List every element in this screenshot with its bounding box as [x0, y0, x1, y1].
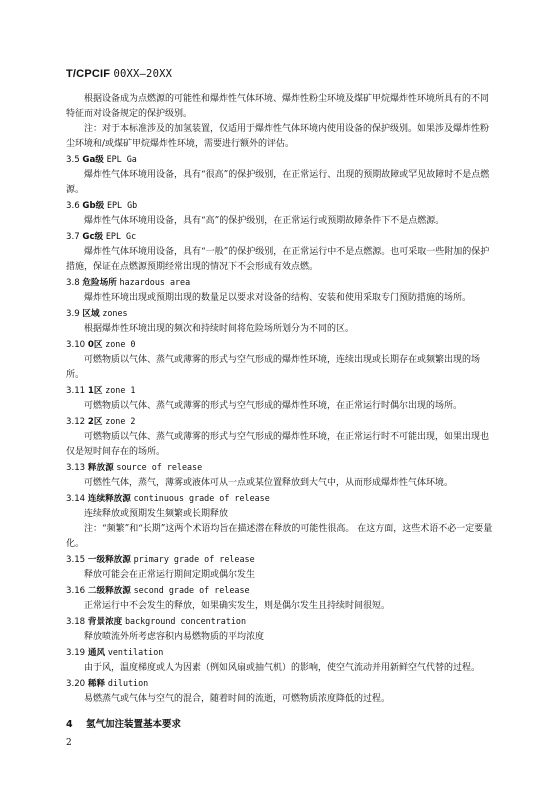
term-definition: 释放喷流外所考虑容积内易燃物质的平均浓度: [84, 632, 265, 642]
term-heading: [66, 614, 496, 630]
section-heading: [66, 717, 496, 732]
term-chinese: Gb级: [82, 201, 105, 211]
term-english: source of release: [116, 462, 203, 472]
term-definition: 爆炸性气体环境用设备，具有“很高”的保护级别，在正常运行、出现的预期故障或罕见故障时不是点燃源。: [66, 170, 490, 195]
term-chinese: 危险场所: [82, 278, 117, 288]
term-entry: [66, 152, 496, 198]
term-number: 3.9: [66, 309, 80, 319]
term-heading: [66, 676, 496, 692]
term-definition: 可燃物质以气体、蒸气或薄雾的形式与空气形成的爆炸性环境，在正常运行时偶尔出现的场所。: [84, 401, 463, 411]
term-chinese: 2区: [87, 417, 103, 427]
term-entry: [66, 552, 496, 583]
term-chinese: 稀释: [87, 679, 106, 689]
document-body: [66, 92, 496, 732]
term-number: 3.10: [66, 340, 86, 350]
term-number: 3.12: [66, 417, 86, 427]
term-chinese: 连续释放源: [87, 494, 131, 504]
term-definition: 易燃蒸气或气体与空气的混合，随着时间的流逝，可燃物质浓度降低的过程。: [84, 694, 391, 704]
term-definition: 连续释放或预期发生频繁或长期释放: [84, 509, 229, 519]
section-number: 4: [66, 719, 73, 730]
term-entry: [66, 414, 496, 460]
term-heading: [66, 491, 496, 507]
term-number: 3.16: [66, 586, 86, 596]
page-header: [66, 68, 172, 80]
term-chinese: 二级释放源: [87, 586, 131, 596]
term-chinese: 释放源: [87, 463, 114, 473]
term-chinese: 0区: [87, 340, 103, 350]
term-entry: [66, 229, 496, 275]
term-entry: [66, 306, 496, 337]
term-english: EPL Gc: [105, 231, 137, 241]
term-definition: 根据爆炸性环境出现的频次和持续时间将危险场所划分为不同的区。: [84, 324, 355, 334]
term-heading: [66, 229, 496, 245]
term-english: zones: [102, 308, 128, 318]
term-english: EPL Gb: [106, 200, 138, 210]
term-heading: [66, 645, 496, 661]
term-entry: [66, 198, 496, 229]
term-entry: [66, 460, 496, 491]
term-english: second grade of release: [133, 585, 250, 595]
term-english: continuous grade of release: [133, 493, 270, 503]
term-entry: [66, 275, 496, 306]
term-chinese: 一级释放源: [87, 555, 131, 565]
term-number: 3.14: [66, 494, 86, 504]
standard-code: 00XX—20XX: [113, 68, 173, 80]
term-chinese: Ga级: [82, 155, 104, 165]
standard-prefix: T/CPCIF: [66, 68, 111, 80]
term-english: EPL Ga: [106, 154, 137, 164]
term-number: 3.18: [66, 617, 86, 627]
term-entry: [66, 645, 496, 676]
term-entry: [66, 337, 496, 383]
term-english: zone 0: [105, 339, 136, 349]
term-chinese: 通风: [87, 648, 106, 658]
term-chinese: 区域: [82, 309, 100, 319]
term-chinese: 1区: [87, 386, 103, 396]
term-entry: [66, 583, 496, 614]
term-heading: [66, 337, 496, 353]
term-definition: 爆炸性气体环境用设备，具有“一般”的保护级别，在正常运行中不是点燃源。也可采取一些附加的保护措施，保证在点燃源预期经常出现的情况下不会形成有效点燃。: [66, 247, 490, 272]
term-entry: [66, 676, 496, 707]
intro-paragraph: 根据设备成为点燃源的可能性和爆炸性气体环境、爆炸性粉尘环境及煤矿甲烷爆炸性环境所具有的不同特征而对设备规定的保护级别。: [66, 94, 490, 119]
term-definition: 可燃性气体，蒸气，薄雾或液体可从一点或某位置释放到大气中，从而形成爆炸性气体环境。: [84, 478, 454, 488]
term-chinese: 背景浓度: [87, 617, 123, 627]
term-number: 3.6: [66, 201, 80, 211]
term-definition: 正常运行中不会发生的释放，如果确实发生，则是偶尔发生且持续时间很短。: [84, 601, 391, 611]
term-entry: [66, 383, 496, 414]
term-english: zone 2: [105, 416, 136, 426]
term-number: 3.20: [66, 679, 86, 689]
term-number: 3.7: [66, 232, 80, 242]
term-english: primary grade of release: [133, 554, 255, 564]
term-heading: [66, 152, 496, 168]
term-english: dilution: [107, 678, 149, 688]
term-definition: 可燃物质以气体、蒸气或薄雾的形式与空气形成的爆炸性环境，连续出现或长期存在或频繁出现的场所。: [66, 355, 481, 380]
term-heading: [66, 198, 496, 214]
term-english: hazardous area: [119, 277, 191, 287]
term-note: 注：“频繁”和“长期”这两个术语均旨在描述潜在释放的可能性很高。 在这方面，这些术语不必一定要量化。: [66, 524, 493, 549]
term-heading: [66, 460, 496, 476]
term-number: 3.11: [66, 386, 86, 396]
term-english: zone 1: [105, 385, 136, 395]
page-number: 2: [66, 738, 72, 748]
term-number: 3.5: [66, 155, 80, 165]
term-heading: [66, 383, 496, 399]
term-entry: [66, 491, 496, 552]
term-heading: [66, 414, 496, 430]
term-number: 3.15: [66, 555, 86, 565]
term-entry: [66, 614, 496, 645]
term-chinese: Gc级: [82, 232, 104, 242]
intro-note: 注：对于本标准涉及的加氢装置，仅适用于爆炸性气体环境内使用设备的保护级别。如果涉及爆炸性粉尘环境和/或煤矿甲烷爆炸性环境，需要进行额外的评估。: [66, 124, 490, 149]
term-english: background concentration: [125, 616, 247, 626]
term-heading: [66, 552, 496, 568]
term-english: ventilation: [107, 647, 164, 657]
term-list: [66, 152, 496, 707]
term-definition: 爆炸性气体环境用设备，具有“高”的保护级别，在正常运行或预期故障条件下不是点燃源。: [84, 216, 445, 226]
term-heading: [66, 306, 496, 322]
term-definition: 爆炸性环境出现或预期出现的数量足以要求对设备的结构、安装和使用采取专门预防措施的场所。: [84, 293, 472, 303]
term-definition: 由于风，温度梯度或人为因素（例如风扇或抽气机）的影响，使空气流动并用新鲜空气代替的过程。: [84, 663, 481, 673]
term-heading: [66, 275, 496, 291]
term-number: 3.19: [66, 648, 86, 658]
term-definition: 可燃物质以气体、蒸气或薄雾的形式与空气形成的爆炸性环境，在正常运行时不可能出现，如果出现也仅是短时间存在的场所。: [66, 432, 490, 457]
term-heading: [66, 583, 496, 599]
section-title: 氢气加注装置基本要求: [86, 719, 182, 730]
term-definition: 释放可能会在正常运行期间定期或偶尔发生: [84, 570, 256, 580]
term-number: 3.8: [66, 278, 80, 288]
term-number: 3.13: [66, 463, 86, 473]
